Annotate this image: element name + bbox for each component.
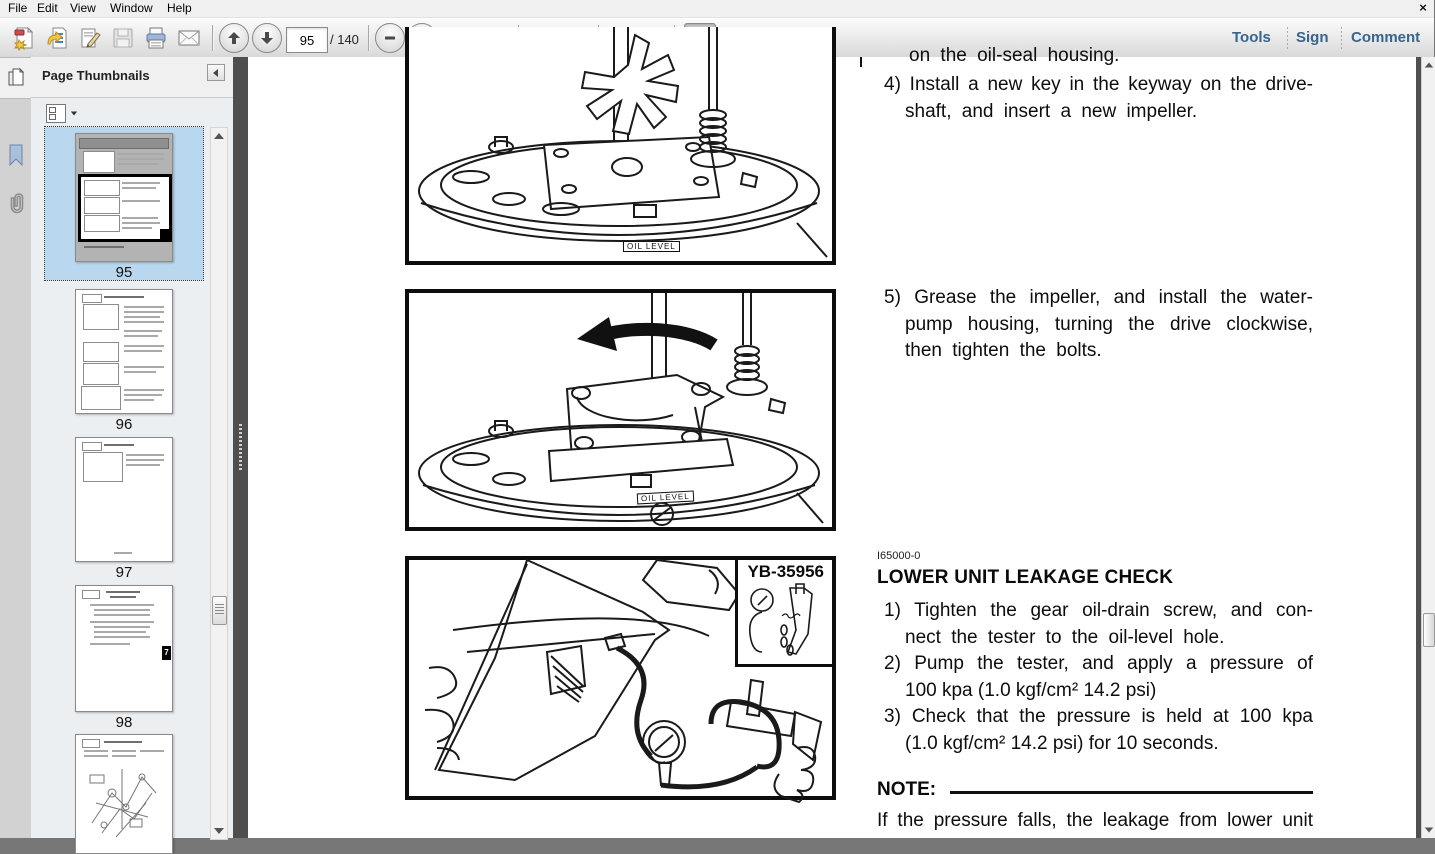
note-label: NOTE: [877,779,937,800]
viewport-indicator [78,174,172,242]
navigation-panel-strip [0,57,32,838]
zoom-out-button[interactable] [374,22,406,54]
body-line: 2) Pump the tester, and apply a pressure of [884,653,1313,674]
save-icon [111,26,135,50]
check-step-1 [877,598,1313,651]
scroll-down-arrow[interactable] [1424,827,1434,833]
section-heading: LOWER UNIT LEAKAGE CHECK [877,567,1174,588]
sign-pen-icon [78,26,102,50]
print-button[interactable] [140,22,172,54]
body-line: 1) Tighten the gear oil-drain screw, and con- [884,600,1313,621]
section-code: I65000-0 [877,550,921,562]
next-page-button[interactable] [251,22,283,54]
window-close-button[interactable]: × [1419,0,1427,15]
body-line: If the pressure falls, the leakage from lower unit [877,810,1313,831]
oil-level-label: OIL LEVEL [637,491,694,505]
thumbnail-item-page-98[interactable] [45,579,203,731]
thumbnail-page-number: 96 [115,416,133,433]
page-count-label: / 140 [330,32,359,47]
thumbnails-panel-header [31,57,233,98]
thumbnail-item-page-96[interactable] [45,283,203,433]
thumbnail-image-98 [75,585,173,712]
body-line: nect the tester to the oil-level hole. [905,626,1225,648]
body-line: pump housing, turning the drive clockwise, [905,313,1313,335]
thumbnail-item-page-95[interactable] [45,127,203,280]
ruled-line-fragment [860,57,862,67]
scroll-up-arrow[interactable] [1424,62,1434,68]
thumbnails-scrollbar[interactable] [210,127,228,840]
menu-bar [0,0,1434,18]
chapter-tab: 7 [162,646,171,660]
step-4-paragraph [877,72,1313,125]
menu-window[interactable]: Window [110,1,153,15]
page-number-input[interactable] [286,27,328,53]
note-header [877,779,1313,801]
thumbnail-image-99 [75,734,173,854]
save-button[interactable] [107,22,139,54]
menu-help[interactable]: Help [167,1,192,15]
menu-file[interactable]: File [8,1,28,15]
print-icon [144,26,168,50]
step-5-paragraph [877,285,1313,365]
share-document-button[interactable] [41,22,73,54]
body-line: 3) Check that the pressure is held at 100 kpa [884,706,1313,727]
thumbnail-item-page-99[interactable] [45,728,203,848]
paperclip-icon [7,190,25,216]
figure-pump-housing [405,289,836,531]
page-up-icon [227,31,241,45]
bookmark-icon [7,143,25,167]
thumbnails-options-bar [31,98,233,127]
toolbar-separator [368,25,369,51]
body-line: 4) Install a new key in the keyway on the drive- [884,74,1313,95]
bookmarks-panel-button[interactable] [0,135,31,175]
scroll-up-arrow[interactable] [214,133,224,139]
thumbnail-image-95 [75,133,173,262]
sign-document-button[interactable] [74,22,106,54]
chevron-down-icon[interactable] [71,112,77,116]
body-line: (1.0 kgf/cm² 14.2 psi) for 10 seconds. [905,732,1219,754]
check-step-2 [877,651,1313,704]
page-thumbnails-panel-button[interactable] [0,57,31,99]
body-line: 5) Grease the impeller, and install the water- [884,287,1313,308]
thumbnail-page-number: 98 [115,714,133,731]
menu-edit[interactable]: Edit [37,1,58,15]
menu-view[interactable]: View [70,1,96,15]
attachments-panel-button[interactable] [0,183,31,223]
pump-housing-drawing [409,293,832,527]
panel-title: Page Thumbnails [42,68,150,83]
scroll-down-arrow[interactable] [214,828,224,834]
document-scrollbar-thumb[interactable] [1423,613,1435,647]
body-line: then tighten the bolts. [905,340,1102,361]
previous-page-button[interactable] [218,22,250,54]
tools-pane-button[interactable]: Tools [1232,29,1271,46]
body-line: shaft, and insert a new impeller. [905,100,1198,122]
page-thumbnails-panel [31,57,233,838]
thumbnail-options-icon[interactable] [46,104,66,123]
email-icon [177,26,201,50]
check-step-3 [877,704,1313,757]
sign-pane-button[interactable]: Sign [1296,29,1329,46]
comment-pane-button[interactable]: Comment [1351,29,1421,46]
impeller-install-drawing [409,27,832,261]
pages-icon [6,67,26,89]
document-scrollbar[interactable] [1421,57,1435,838]
page-down-icon [260,31,274,45]
thumbnail-image-97 [75,437,173,562]
create-pdf-icon [12,26,36,50]
thumbnail-page-number: 97 [115,564,133,581]
collapse-panel-button[interactable] [207,64,225,81]
share-document-icon [45,26,69,50]
thumbnails-scrollbar-thumb[interactable] [212,596,227,625]
email-button[interactable] [173,22,205,54]
figure-impeller-install [405,27,836,265]
body-line: 100 kpa (1.0 kgf/cm² 14.2 psi) [905,679,1157,701]
body-line: on the oil-seal housing. [909,45,1120,66]
panel-resize-gripper[interactable] [239,424,242,470]
tool-code-label: YB-35956 [747,562,824,581]
oil-level-label: OIL LEVEL [623,241,680,252]
note-body [877,808,1313,835]
thumbnail-page-number: 95 [115,264,133,281]
toolbar-separator [1341,27,1342,49]
thumbnail-image-96 [75,289,173,414]
figure-leakage-check [405,556,836,800]
toolbar-separator [212,25,213,51]
paragraph-cut-top [877,43,1313,70]
pdf-page [248,45,1416,838]
collapse-left-icon [212,69,220,77]
note-rule [950,791,1313,794]
create-pdf-button[interactable] [8,22,40,54]
exploded-diagram-sketch [82,763,166,843]
minus-icon [383,31,397,45]
thumbnail-item-page-97[interactable] [45,431,203,581]
